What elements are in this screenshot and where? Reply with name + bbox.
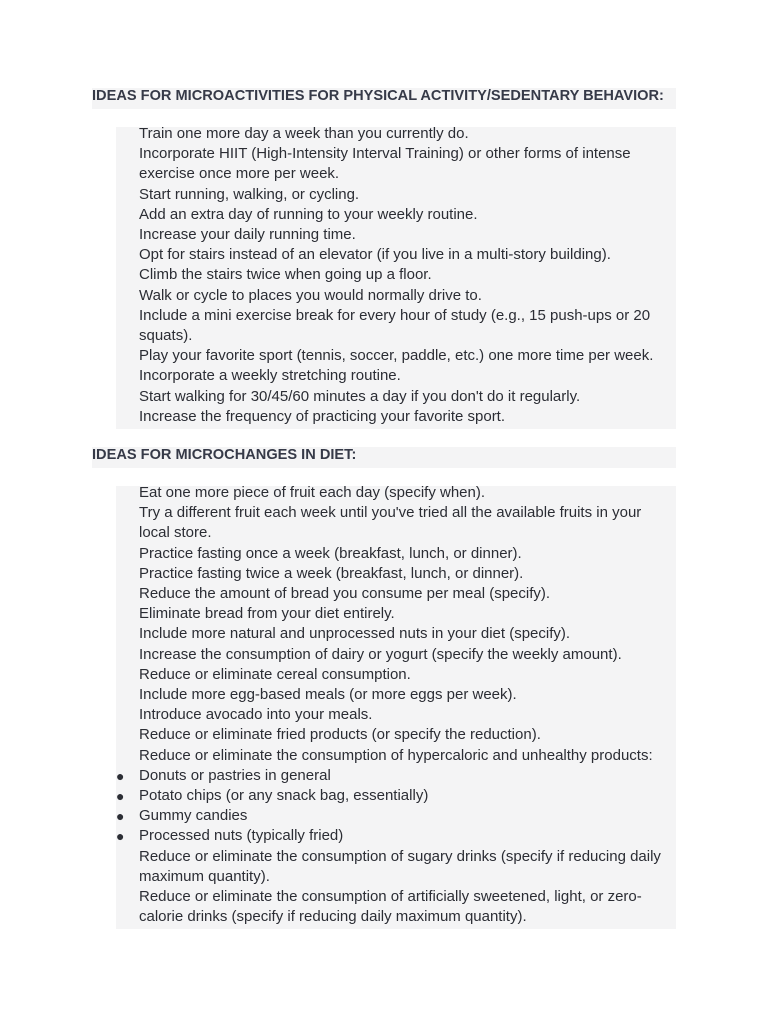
- list-item-text: Reduce or eliminate the consumption of artificially sweetened, light, or zero-calorie drinks (specify if reducing daily maximum quantity).: [139, 888, 642, 926]
- bullet-icon: ●: [116, 788, 125, 805]
- list-item: [139, 645, 672, 665]
- list-item: [139, 564, 672, 584]
- list-item: [139, 584, 672, 604]
- list-item: [139, 346, 672, 366]
- list-item: [139, 847, 672, 887]
- list-item-text: Include more natural and unprocessed nuts in your diet (specify).: [139, 625, 571, 643]
- list-item-text: Include a mini exercise break for every hour of study (e.g., 15 push-ups or 20 squats).: [139, 306, 651, 345]
- list-item-text: Climb the stairs twice when going up a floor.: [139, 266, 432, 284]
- list-item-text: Increase the consumption of dairy or yogurt (specify the weekly amount).: [139, 645, 622, 663]
- list-item: [139, 407, 672, 427]
- list-item: [139, 887, 672, 927]
- section-heading-diet: IDEAS FOR MICROCHANGES IN DIET:: [92, 447, 357, 463]
- list-item-text: Processed nuts (typically fried): [139, 827, 344, 845]
- list-item: [139, 286, 672, 306]
- bullet-list-item: [116, 826, 672, 846]
- list-item-text: Practice fasting twice a week (breakfast, lunch, or dinner).: [139, 564, 524, 582]
- list-item: [139, 503, 672, 543]
- list-item: [139, 685, 672, 705]
- list-item: [139, 185, 672, 205]
- list-item: [139, 544, 672, 564]
- list-item-text: Reduce the amount of bread you consume per meal (specify).: [139, 585, 551, 603]
- list-item-text: Introduce avocado into your meals.: [139, 706, 373, 724]
- list-item: [139, 705, 672, 725]
- list-item-text: Eliminate bread from your diet entirely.: [139, 605, 395, 623]
- bullet-icon: ●: [116, 828, 125, 845]
- physical-activity-list: [116, 127, 676, 429]
- list-item-text: Increase your daily running time.: [139, 226, 356, 244]
- list-item: [139, 144, 672, 184]
- list-item-text: Train one more day a week than you currently do.: [139, 125, 469, 142]
- list-item-text: Incorporate HIIT (High-Intensity Interval Training) or other forms of intense exercise once more per week.: [139, 145, 631, 183]
- bullet-icon: ●: [116, 767, 125, 784]
- list-item-text: Practice fasting once a week (breakfast, lunch, or dinner).: [139, 544, 522, 562]
- list-item: [139, 483, 672, 503]
- list-item: [139, 746, 672, 766]
- list-item: [139, 205, 672, 225]
- list-item-text: Opt for stairs instead of an elevator (if you live in a multi-story building).: [139, 246, 611, 264]
- list-item: [139, 245, 672, 265]
- list-item-text: Reduce or eliminate the consumption of sugary drinks (specify if reducing daily maximum quantity).: [139, 847, 661, 885]
- diet-list: [116, 486, 676, 929]
- list-item-text: Include more egg-based meals (or more eggs per week).: [139, 686, 517, 704]
- list-item-text: Reduce or eliminate cereal consumption.: [139, 665, 411, 683]
- bullet-list-item: [116, 766, 672, 786]
- section-heading-physical-activity: IDEAS FOR MICROACTIVITIES FOR PHYSICAL ACTIVITY/SEDENTARY BEHAVIOR:: [92, 88, 664, 104]
- list-item-text: Incorporate a weekly stretching routine.: [139, 367, 401, 385]
- list-item: [139, 225, 672, 245]
- list-item: [139, 725, 672, 745]
- list-item: [139, 624, 672, 644]
- list-item: [139, 306, 672, 346]
- bullet-list-item: [116, 786, 672, 806]
- list-item-text: Potato chips (or any snack bag, essentially): [139, 787, 429, 805]
- list-item-text: Walk or cycle to places you would normally drive to.: [139, 286, 482, 304]
- list-item-text: Reduce or eliminate the consumption of hypercaloric and unhealthy products:: [139, 746, 653, 764]
- bullet-icon: ●: [116, 808, 125, 825]
- list-item: [139, 265, 672, 285]
- bullet-list-item: [116, 806, 672, 826]
- list-item-text: Increase the frequency of practicing your favorite sport.: [139, 407, 506, 425]
- list-item: [139, 665, 672, 685]
- list-item-text: Play your favorite sport (tennis, soccer, paddle, etc.) one more time per week.: [139, 347, 654, 365]
- list-item-text: Gummy candies: [139, 807, 248, 825]
- list-item-text: Add an extra day of running to your weekly routine.: [139, 205, 478, 223]
- list-item-text: Start walking for 30/45/60 minutes a day if you don't do it regularly.: [139, 387, 581, 405]
- list-item-text: Start running, walking, or cycling.: [139, 185, 360, 203]
- list-item-text: Reduce or eliminate fried products (or specify the reduction).: [139, 726, 541, 744]
- list-item: [139, 366, 672, 386]
- list-item: [139, 387, 672, 407]
- list-item-text: Eat one more piece of fruit each day (specify when).: [139, 484, 486, 501]
- list-item: [139, 604, 672, 624]
- list-item: [139, 124, 672, 144]
- list-item-text: Donuts or pastries in general: [139, 766, 331, 784]
- list-item-text: Try a different fruit each week until you've tried all the available fruits in your local store.: [139, 504, 642, 542]
